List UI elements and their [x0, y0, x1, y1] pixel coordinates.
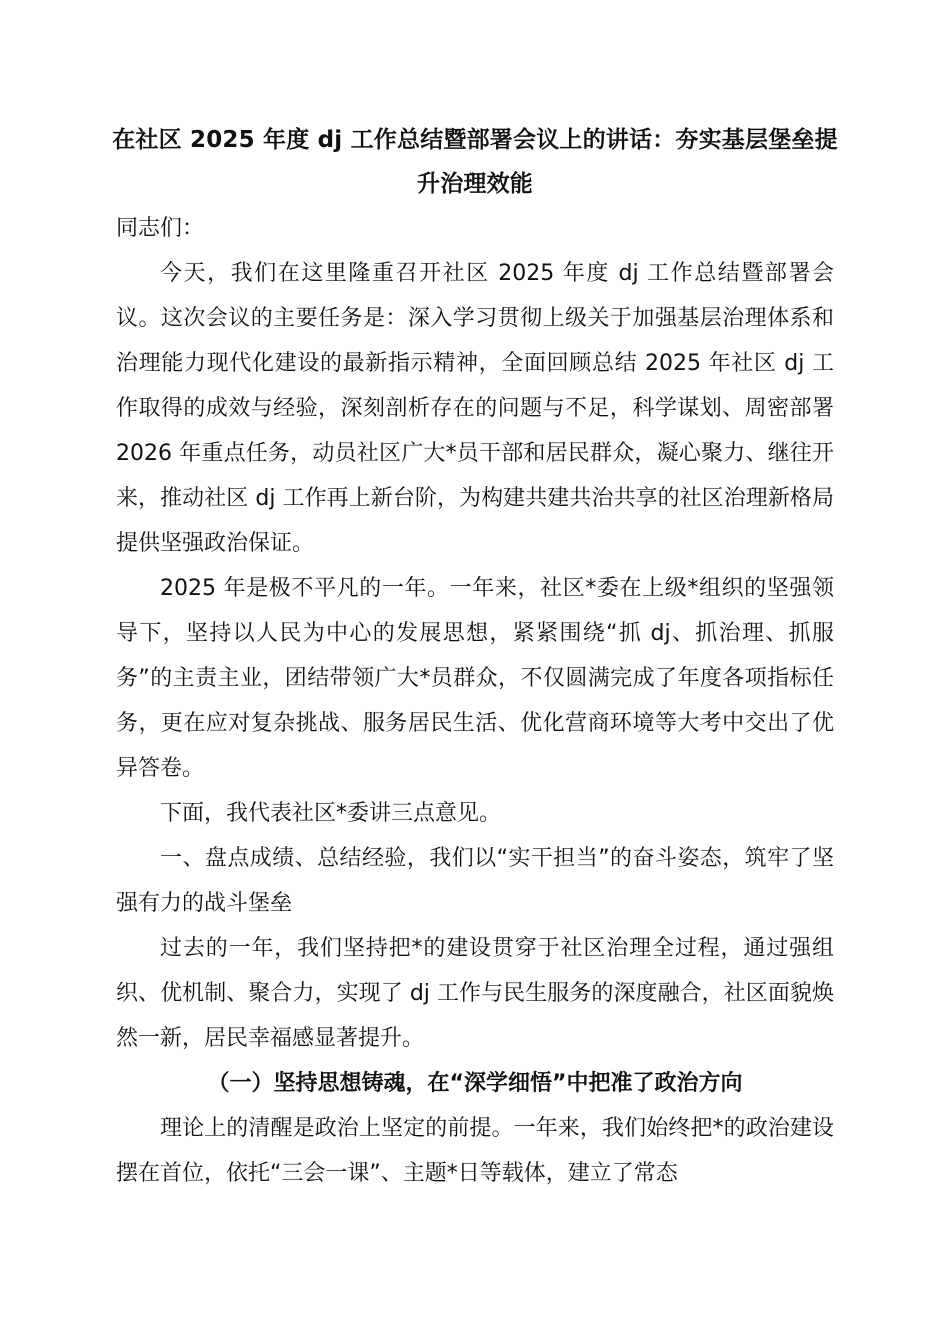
paragraph-year-review: 2025 年是极不平凡的一年。一年来，社区*委在上级*组织的坚强领导下，坚持以人民为中心的发展思想，紧紧围绕“抓 dj、抓治理、抓服务”的主责主业，团结带领广大*员群众，不仅圆满完成了年度各项指标任务，更在应对复杂挑战、服务居民生活、优化营商环境等大考中交出了优异答卷。 [116, 576, 834, 781]
paragraph-opening: 今天，我们在这里隆重召开社区 2025 年度 dj 工作总结暨部署会议。这次会议的主要任务是：深入学习贯彻上级关于加强基层治理体系和治理能力现代化建设的最新指示精神，全面回顾总结 2025 年社区 dj 工作取得的成效与经验，深刻剖析存在的问题与不足，科学谋划、周密部署 2026 年重点任务，动员社区广大*员干部和居民群众，凝心聚力、继往开来，推动社区 dj 工作再上新台阶，为构建共建共治共享的社区治理新格局提供坚强政治保证。 [116, 261, 834, 556]
section-heading-one: 一、盘点成绩、总结经验，我们以“实干担当”的奋斗姿态，筑牢了坚强有力的战斗堡垒 [116, 846, 834, 916]
salutation: 同志们： [116, 216, 205, 241]
paragraph-past-year: 过去的一年，我们坚持把*的建设贯穿于社区治理全过程，通过强组织、优机制、聚合力，实现了 dj 工作与民生服务的深度融合，社区面貌焕然一新，居民幸福感显著提升。 [116, 936, 834, 1051]
subheading-one: （一）坚持思想铸魂，在“深学细悟”中把准了政治方向 [207, 1071, 743, 1096]
paragraph-three-points: 下面，我代表社区*委讲三点意见。 [160, 801, 502, 826]
document-body [116, 206, 834, 1196]
paragraph-theory: 理论上的清醒是政治上坚定的前提。一年来，我们始终把*的政治建设摆在首位，依托“三会一课”、主题*日等载体，建立了常态 [116, 1116, 834, 1186]
document-title: 在社区 2025 年度 dj 工作总结暨部署会议上的讲话：夯实基层堡垒提升治理效能 [112, 127, 838, 197]
